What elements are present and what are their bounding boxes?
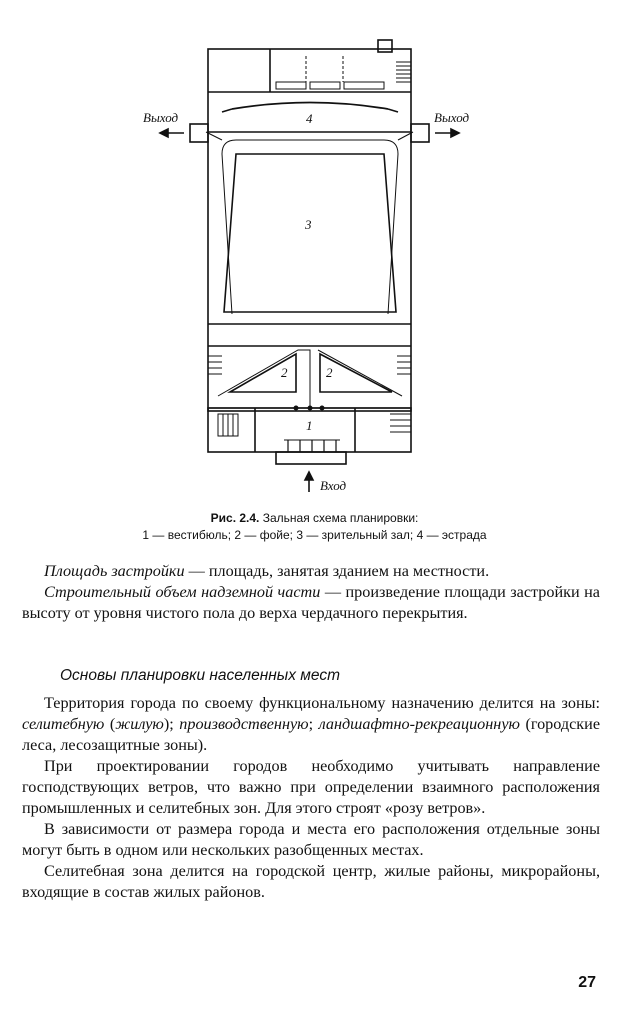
definition-1 xyxy=(22,561,600,582)
definitions-block xyxy=(22,561,600,624)
entrance-label: Вход xyxy=(320,478,347,493)
exit-right-label: Выход xyxy=(434,110,470,125)
definition-2-term: Строительный объем надземной части xyxy=(44,583,321,601)
zone-label-hall: 3 xyxy=(305,217,312,232)
section-heading: Основы планировки населенных мест xyxy=(60,667,340,684)
zone-label-foyer-left: 2 xyxy=(281,365,288,380)
zone-label-vestibule: 1 xyxy=(306,418,313,433)
paragraph-2: При проектировании городов необходимо учитывать направление господствующих ветров, что важно при определении взаимного расположения промышленных и селитебных зон. Для этого строят «розу ветров». xyxy=(22,757,600,817)
caption-title: Зальная схема планировки: xyxy=(262,511,419,525)
paragraph-1: Территория города по своему функциональному назначению делится на зоны: селитебную (жилую); производственную; ландшафтно-рекреационную (городские леса, лесозащитные зоны). xyxy=(22,694,601,754)
zone-label-stage: 4 xyxy=(306,111,313,126)
caption-legend: 1 — вестибюль; 2 — фойе; 3 — зрительный зал; 4 — эстрада xyxy=(142,528,487,542)
definition-1-term: Площадь застройки xyxy=(44,562,185,580)
figure-caption xyxy=(20,510,609,544)
caption-number: Рис. 2.4. xyxy=(210,511,260,525)
page-number: 27 xyxy=(578,974,596,991)
definition-2 xyxy=(22,582,600,624)
paragraph-4: Селитебная зона делится на городской центр, жилые районы, микрорайоны, входящие в состав жилых районов. xyxy=(22,862,600,901)
paragraph-3: В зависимости от размера города и места его расположения отдельные зоны могут быть в одном или нескольких разобщенных местах. xyxy=(22,820,600,859)
definition-2-text: — произведение площади застройки на высоту от уровня чистого пола до верха чердачного перекрытия. xyxy=(22,583,600,622)
definition-1-text: — площадь, занятая зданием на местности. xyxy=(184,562,490,580)
floor-plan-figure xyxy=(0,0,629,500)
body-text xyxy=(22,693,600,903)
zone-label-foyer-right: 2 xyxy=(326,365,333,380)
exit-left-label: Выход xyxy=(143,110,179,125)
